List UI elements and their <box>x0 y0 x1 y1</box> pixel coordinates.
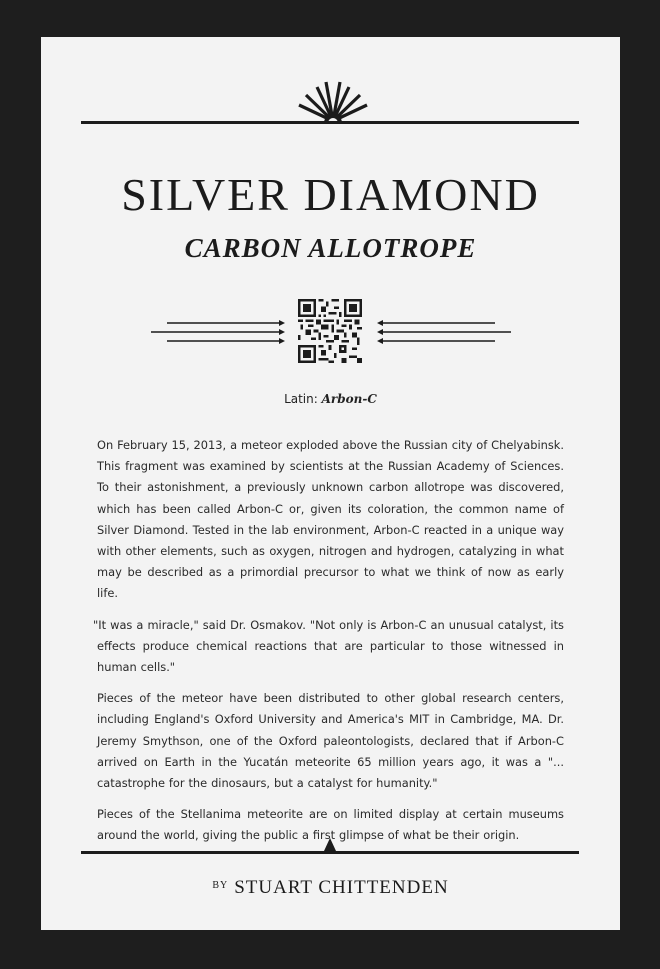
top-rule-divider <box>81 121 579 124</box>
qr-code-icon[interactable] <box>298 299 362 363</box>
page-subtitle: CARBON ALLOTROPE <box>184 233 477 263</box>
triangle-marker-icon <box>324 838 336 851</box>
article-body <box>93 435 564 857</box>
byline <box>41 877 620 899</box>
paragraph-intro: On February 15, 2013, a meteor exploded above the Russian city of Chelyabinsk. This fragment was examined by scientists at the Russian Academy of Sciences. To their astonishment, a previously unknown carbon allotrope was discovered, which has been called Arbon-C or, given its coloration, the common name of Silver Diamond. Tested in the lab environment, Arbon-C reacted in a unique way with other elements, such as oxygen, nitrogen and hydrogen, catalyzing in what may be described as a primordial precursor to what we think of now as early life. <box>97 438 564 601</box>
byline-by: BY <box>212 880 229 891</box>
paragraph-distribution: Pieces of the meteor have been distributed to other global research centers, including England's Oxford University and America's MIT in Cambridge, MA. Dr. Jeremy Smythson, one of the Oxford paleontologists, declared that if Arbon-C arrived on Earth in the Yucatán meteorite 65 million years ago, it was a "... catastrophe for the dinosaurs, but a catalyst for humanity." <box>97 691 564 791</box>
page-title: SILVER DIAMOND <box>121 169 540 220</box>
latin-label: Latin: <box>284 392 318 406</box>
latin-name-line <box>41 392 620 406</box>
paragraph-display: Pieces of the Stellanima meteorite are on limited display at certain museums around the world, giving the public a first glimpse of what be their origin. <box>97 807 564 843</box>
bottom-rule-divider <box>81 851 579 854</box>
paragraph-quote: "It was a miracle," said Dr. Osmakov. "Not only is Arbon-C an unusual catalyst, its effects produce chemical reactions that are particular to those witnessed in human cells." <box>93 617 564 675</box>
latin-name: Arbon-C <box>321 392 377 406</box>
author-name: STUART CHITTENDEN <box>234 877 449 898</box>
info-card <box>41 37 620 930</box>
sunburst-ornament-icon <box>293 81 373 123</box>
